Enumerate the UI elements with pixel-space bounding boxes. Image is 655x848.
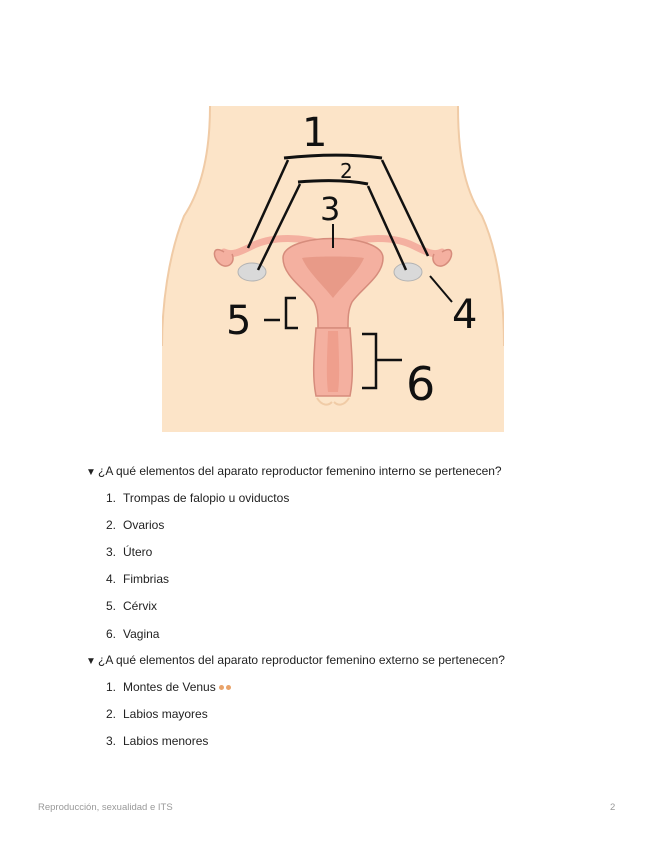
figure-label-4: 4 <box>452 292 478 338</box>
figure-label-2: 2 <box>340 159 353 183</box>
figure-label-5: 5 <box>226 298 252 344</box>
toggle-question-external[interactable] <box>86 652 505 670</box>
toggle-question-internal[interactable] <box>86 463 502 481</box>
ovary-right <box>394 263 422 281</box>
list-item: 4. Fimbrias <box>106 572 170 586</box>
figure-label-1: 1 <box>302 110 328 156</box>
figure-label-3: 3 <box>320 190 341 228</box>
toggle-triangle-icon[interactable]: ▼ <box>86 656 96 667</box>
peach-emoji-icon <box>218 683 232 693</box>
list-item: 5. Cérvix <box>106 599 158 613</box>
figure-label-6: 6 <box>406 357 436 411</box>
footer-title: Reproducción, sexualidad e ITS <box>38 802 173 813</box>
toggle-triangle-icon[interactable]: ▼ <box>86 467 96 478</box>
list-item: 3. Útero <box>106 545 153 559</box>
list-item: 1. Montes de Venus <box>106 679 232 695</box>
list-item: 6. Vagina <box>106 627 160 641</box>
page-number: 2 <box>610 802 616 813</box>
ovary-left <box>238 263 266 281</box>
question-internal-text: ¿A qué elementos del aparato reproductor femenino interno se pertenecen? <box>98 464 502 478</box>
list-item: 2. Ovarios <box>106 518 165 532</box>
list-item: 1. Trompas de falopio u oviductos <box>106 491 290 505</box>
list-item: 2. Labios mayores <box>106 707 208 721</box>
list-item: 3. Labios menores <box>106 734 209 748</box>
question-external-text: ¿A qué elementos del aparato reproductor femenino externo se pertenecen? <box>98 653 505 667</box>
anatomy-diagram <box>162 106 504 432</box>
anatomy-illustration <box>162 106 504 432</box>
